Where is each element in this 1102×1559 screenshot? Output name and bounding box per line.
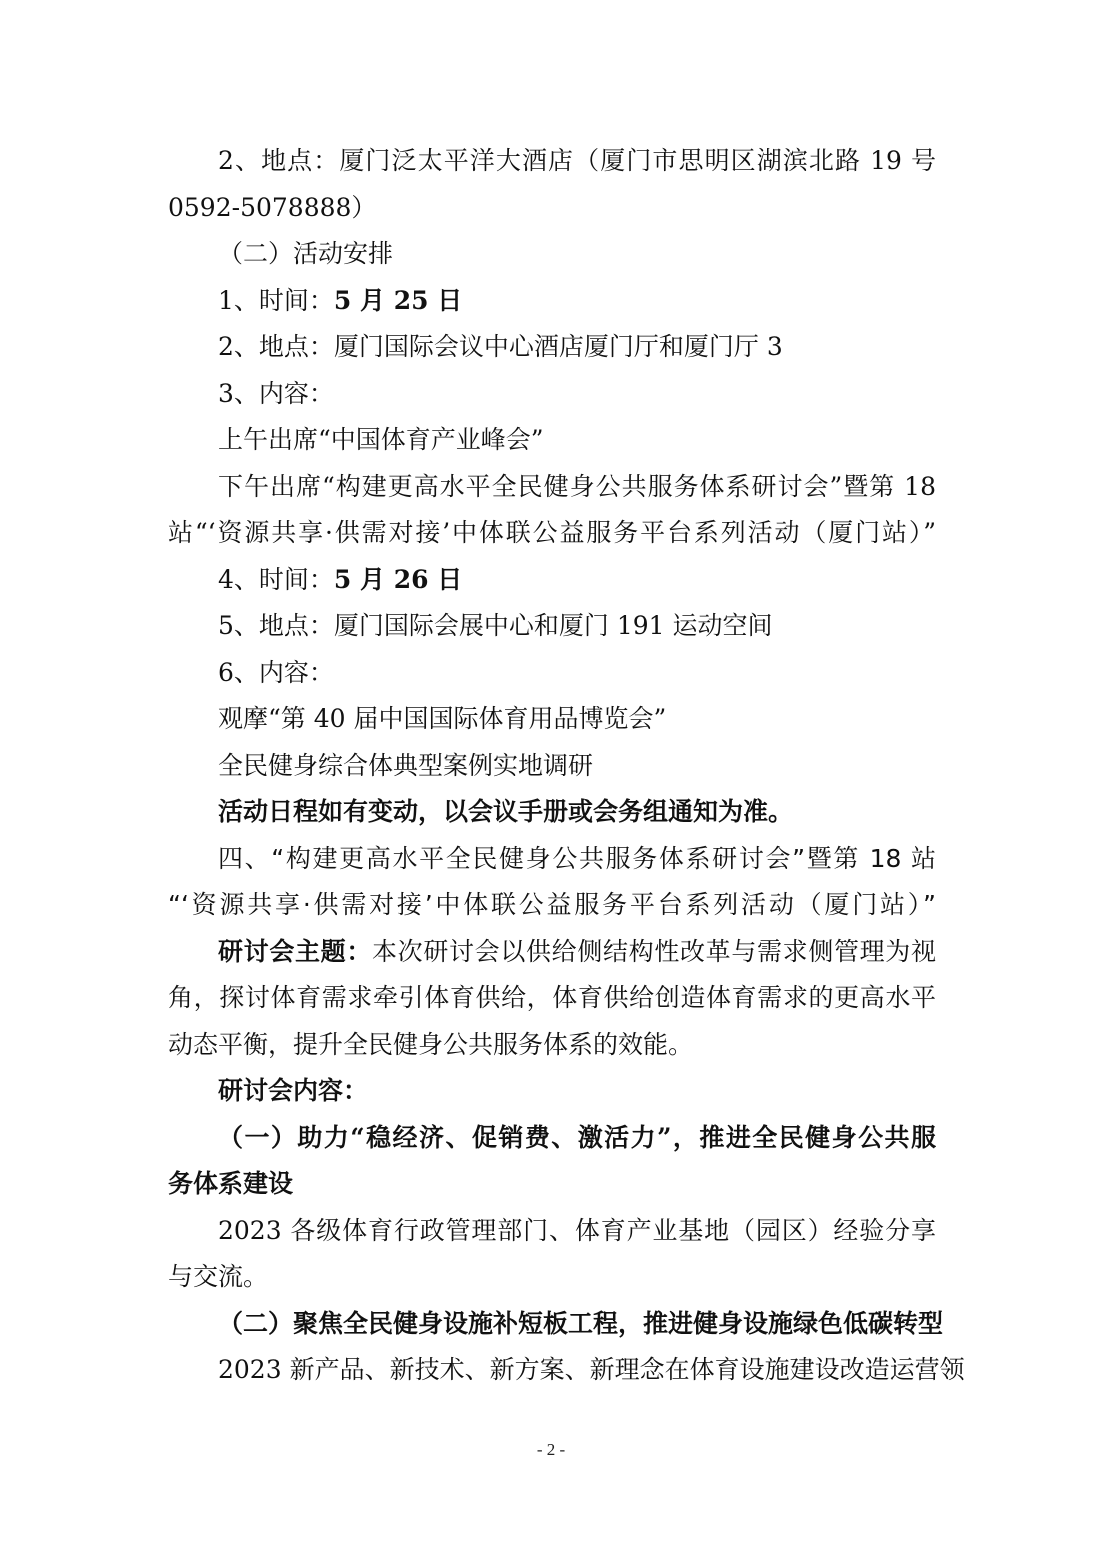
text-line — [168, 1254, 936, 1301]
text-line — [168, 603, 936, 650]
text-line — [168, 185, 936, 232]
text-run: 下午出席“构建更高水平全民健身公共服务体系研讨会”暨第 18 — [218, 471, 936, 501]
text-line — [168, 557, 936, 604]
text-line — [168, 231, 936, 278]
text-line — [168, 510, 936, 557]
text-line — [168, 975, 936, 1022]
text-run: 2023 各级体育行政管理部门、体育产业基地（园区）经验分享 — [218, 1215, 936, 1245]
text-line — [168, 836, 936, 883]
text-line — [168, 278, 936, 325]
document-body — [168, 138, 965, 1394]
bold-text: 务体系建设 — [168, 1169, 294, 1198]
bold-text: 研讨会主题： — [218, 936, 372, 966]
text-run: 1、时间： — [218, 285, 334, 315]
text-line — [168, 789, 936, 836]
text-run: 2、地点：厦门国际会议中心酒店厦门厅和厦门厅 3 — [218, 332, 783, 361]
text-run: 站“‘资源共享·供需对接’中体联公益服务平台系列活动（厦门站）” — [168, 518, 936, 547]
text-line — [168, 1161, 936, 1208]
bold-text: 5 月 26 日 — [333, 564, 463, 594]
text-line — [168, 464, 936, 511]
text-line — [168, 417, 936, 464]
text-run: 本次研讨会以供给侧结构性改革与需求侧管理为视 — [372, 936, 936, 966]
text-run: 观摩“第 40 届中国国际体育用品博览会” — [218, 704, 667, 733]
text-line — [168, 1068, 936, 1115]
text-run: 上午出席“中国体育产业峰会” — [218, 425, 544, 454]
text-line — [168, 929, 936, 976]
bold-text: 活动日程如有变动，以会议手册或会务组通知为准。 — [218, 797, 794, 826]
text-line — [168, 138, 936, 185]
text-run: 5、地点：厦门国际会展中心和厦门 191 运动空间 — [218, 611, 773, 640]
bold-text: （二）聚焦全民健身设施补短板工程，推进健身设施绿色低碳转型 — [218, 1308, 944, 1338]
text-run: （二）活动安排 — [218, 239, 394, 268]
bold-text: （一）助力“稳经济、促销费、激活力”，推进全民健身公共服 — [218, 1122, 936, 1152]
text-line — [168, 1022, 936, 1069]
text-line — [168, 371, 936, 418]
text-run: 2023 新产品、新技术、新方案、新理念在体育设施建设改造运营领 — [218, 1355, 965, 1384]
text-line — [168, 1301, 944, 1348]
text-run: 与交流。 — [168, 1262, 269, 1291]
text-line — [168, 1347, 965, 1394]
text-run: “‘资源共享·供需对接’中体联公益服务平台系列活动（厦门站）” — [168, 890, 936, 919]
text-line — [168, 882, 936, 929]
text-line — [168, 743, 936, 790]
text-run: 角，探讨体育需求牵引体育供给，体育供给创造体育需求的更高水平 — [168, 983, 936, 1012]
text-line — [168, 1115, 936, 1162]
text-run: 0592-5078888） — [168, 192, 377, 222]
text-run: 6、内容： — [218, 657, 334, 687]
text-run: 四、“构建更高水平全民健身公共服务体系研讨会”暨第 18 站 — [218, 843, 936, 873]
text-line — [168, 696, 936, 743]
text-line — [168, 1208, 936, 1255]
text-line — [168, 324, 936, 371]
text-run: 动态平衡，提升全民健身公共服务体系的效能。 — [168, 1029, 694, 1059]
text-line — [168, 650, 936, 697]
text-run: 全民健身综合体典型案例实地调研 — [218, 750, 594, 780]
page-number: - 2 - — [536, 1440, 566, 1459]
bold-text: 5 月 25 日 — [333, 285, 463, 315]
text-run: 2、地点：厦门泛太平洋大酒店（厦门市思明区湖滨北路 19 号 — [218, 146, 936, 175]
text-run: 4、时间： — [218, 564, 334, 594]
text-run: 3、内容： — [218, 378, 334, 408]
bold-text: 研讨会内容： — [218, 1076, 369, 1105]
